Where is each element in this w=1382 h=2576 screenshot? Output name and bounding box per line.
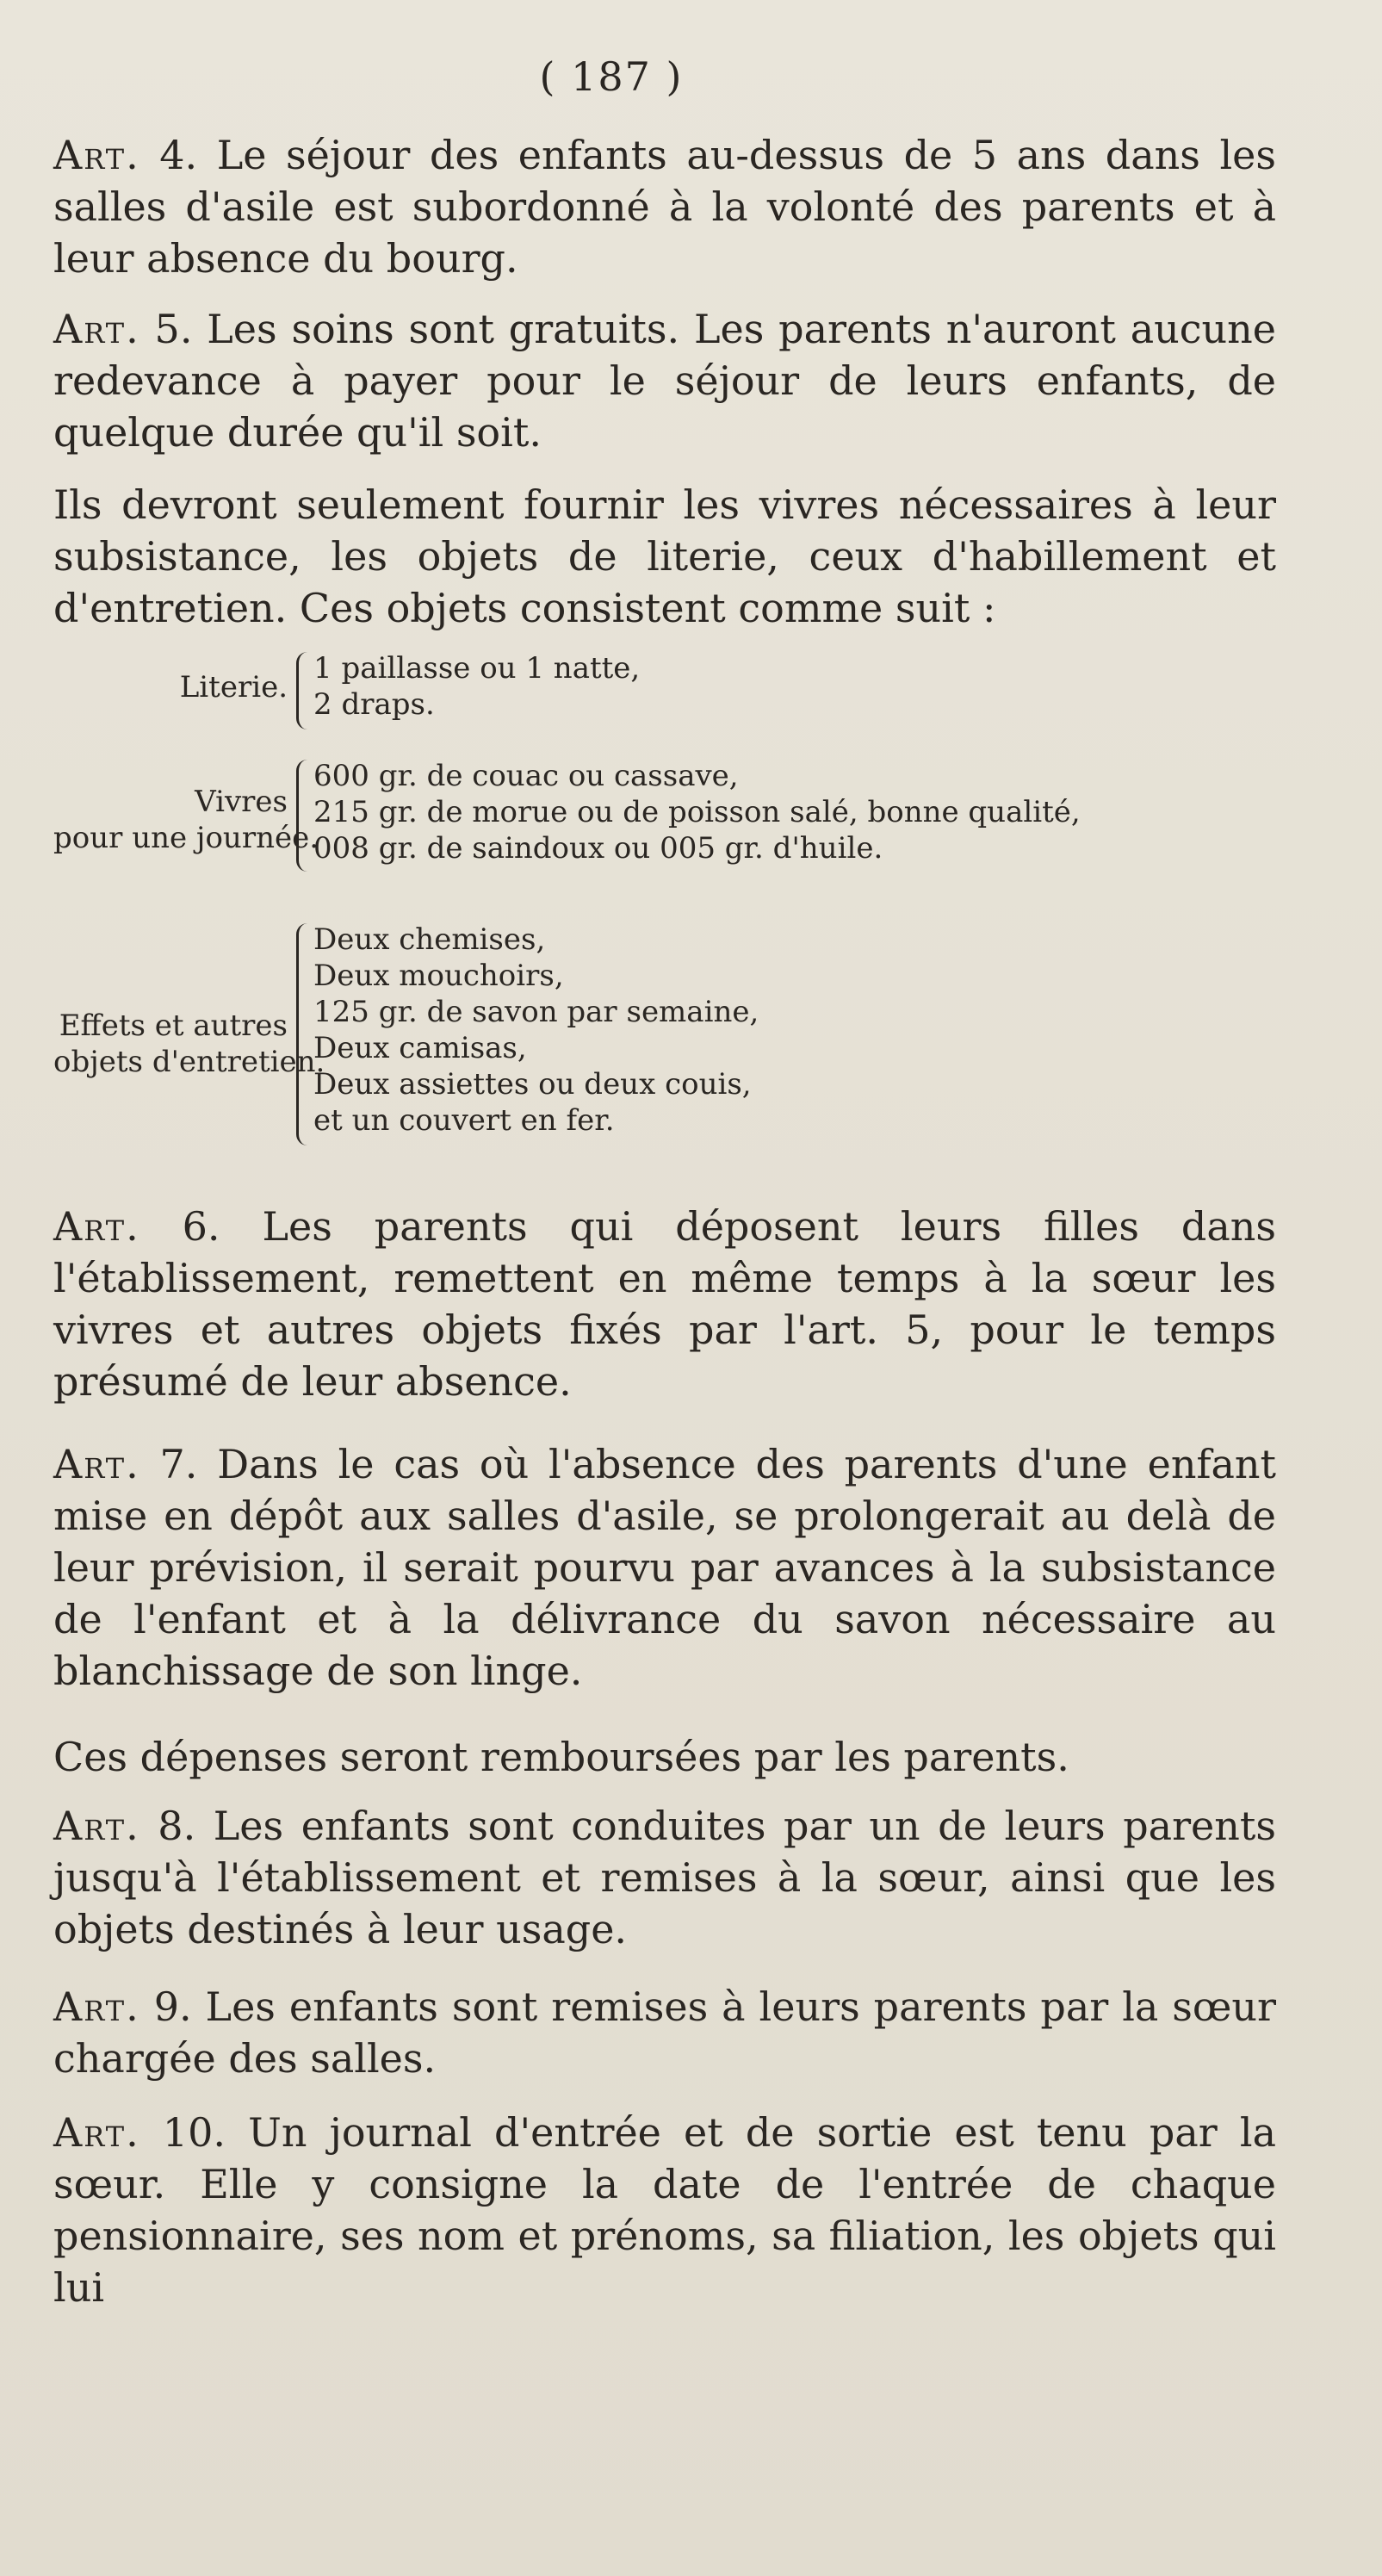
article-7 [53, 1438, 1276, 1697]
article-6 [53, 1201, 1276, 1407]
literie-list [53, 650, 1276, 736]
list-item: 2 draps. [313, 687, 435, 722]
supplies-intro: Ils devront seulement fournir les vivres nécessaires à leur subsistance, les objets de literie, ceux d'habillement et d'entretien. Ces objets consistent comme suit : [53, 481, 1276, 631]
article-9 [53, 1981, 1276, 2084]
list-item: 600 gr. de couac ou cassave, [313, 759, 739, 793]
article-label: Art. [53, 306, 140, 352]
article-label: Art. [53, 132, 140, 178]
article-text: 8. Les enfants sont conduites par un de leurs parents jusqu'à l'établissement et remises à la sœur, ainsi que les objets destinés à leur usage. [53, 1803, 1277, 1952]
article-label: Art. [53, 1983, 140, 2030]
article-label: Art. [53, 1441, 140, 1487]
article-text: 6. Les parents qui déposent leurs filles dans l'établissement, remettent en même temps à la sœur les vivres et autres objets fixés par l'art. 5, pour le temps présumé de leur absence. [53, 1203, 1276, 1405]
article-label: Art. [53, 1203, 140, 1250]
effets-items [313, 922, 759, 1139]
article-text: 9. Les enfants sont remises à leurs parents par la sœur chargée des salles. [53, 1983, 1277, 2082]
brace [296, 652, 307, 729]
literie-items [313, 650, 640, 723]
list-item: Deux camisas, [313, 1031, 527, 1065]
article-5 [53, 303, 1276, 458]
list-item: et un couvert en fer. [313, 1103, 615, 1138]
literie-label: Literie. [179, 670, 288, 705]
list-item: Deux chemises, [313, 922, 546, 957]
article-label: Art. [53, 1803, 140, 1849]
brace [296, 760, 307, 872]
list-item: 125 gr. de savon par semaine, [313, 995, 759, 1029]
brace [296, 923, 307, 1145]
article-4 [53, 129, 1276, 284]
article-text: 10. Un journal d'entrée et de sortie est tenu par la sœur. Elle y consigne la date de l'entrée de chaque pensionnaire, ses nom et prénoms, sa filiation, les objets qui lui [53, 2109, 1276, 2311]
vivres-label: Vivres pour une journée. [53, 785, 319, 855]
vivres-items [313, 758, 1081, 866]
list-item: 1 paillasse ou 1 natte, [313, 651, 641, 686]
article-text: 5. Les soins sont gratuits. Les parents n'auront aucune redevance à payer pour le séjour de leurs enfants, de quelque durée qu'il soit. [53, 306, 1276, 456]
article-text: 7. Dans le cas où l'absence des parents d'une enfant mise en dépôt aux salles d'asile, se prolongerait au delà de leur prévision, il serait pourvu par avances à la subsistance de l'enfant et à la délivrance du savon nécessaire au blanchissage de son linge. [53, 1441, 1277, 1694]
list-item: 215 gr. de morue ou de poisson salé, bonne qualité, [313, 795, 1081, 829]
effets-list [53, 922, 1276, 1154]
vivres-list [53, 758, 1276, 878]
page-number: ( 187 ) [539, 53, 684, 100]
list-item: Deux mouchoirs, [313, 959, 564, 993]
article-label: Art. [53, 2109, 140, 2156]
effets-label: Effets et autres objets d'entretien. [53, 1009, 325, 1079]
article-8 [53, 1800, 1276, 1955]
expenses-note: Ces dépenses seront remboursées par les parents. [53, 1734, 1069, 1780]
list-item: Deux assiettes ou deux couis, [313, 1067, 752, 1102]
list-item: 008 gr. de saindoux ou 005 gr. d'huile. [313, 831, 883, 866]
article-10 [53, 2107, 1276, 2313]
article-text: 4. Le séjour des enfants au-dessus de 5 ans dans les salles d'asile est subordonné à la volonté des parents et à leur absence du bourg. [53, 132, 1276, 282]
